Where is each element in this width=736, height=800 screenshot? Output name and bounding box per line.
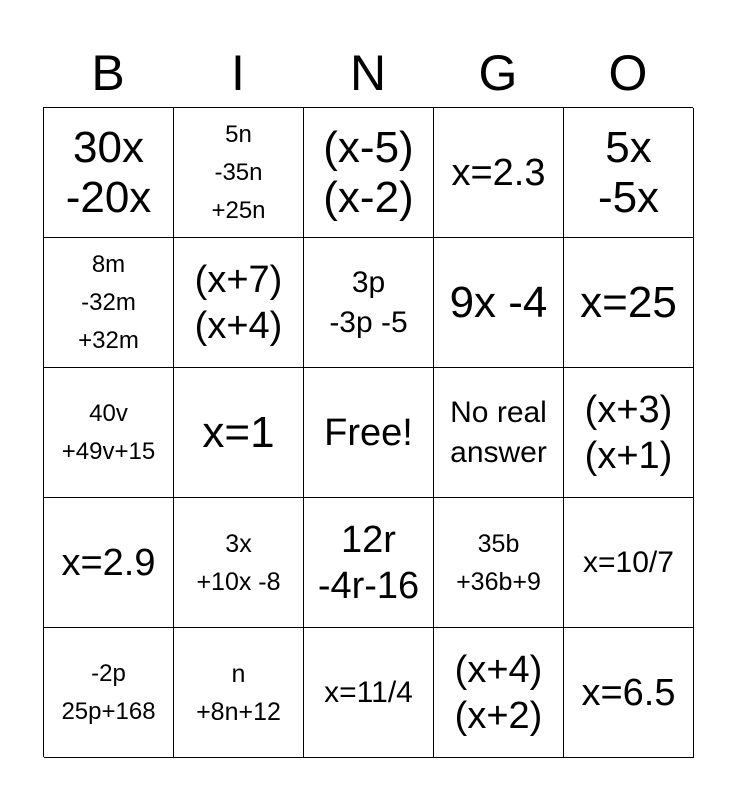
cell-line: 5x — [605, 122, 652, 172]
cell-line: 30x — [73, 122, 144, 172]
header-letter-b: B — [91, 45, 125, 101]
cell-line: No real — [450, 395, 547, 429]
cell-line: (x+2) — [454, 694, 543, 737]
cell-line: -5x — [597, 172, 660, 222]
cell-line: 8m — [91, 250, 126, 278]
bingo-cell[interactable] — [564, 498, 694, 628]
bingo-cell[interactable] — [174, 238, 304, 368]
header-letter-i: I — [231, 45, 245, 101]
bingo-cell[interactable] — [304, 628, 434, 758]
cell-line: +25n — [211, 196, 266, 224]
cell-line: 12r — [341, 518, 396, 561]
cell-line: +49v+15 — [61, 437, 156, 465]
bingo-cell[interactable] — [434, 238, 564, 368]
bingo-cell[interactable] — [44, 108, 174, 238]
cell-line: Free! — [324, 411, 413, 454]
cell-line: x=11/4 — [324, 675, 413, 709]
bingo-cell[interactable] — [44, 498, 174, 628]
cell-line: (x-5) — [323, 122, 414, 172]
cell-line: x=2.3 — [451, 151, 546, 194]
cell-line: -4r-16 — [317, 564, 420, 607]
cell-line: +32m — [78, 326, 139, 354]
bingo-cell[interactable] — [44, 628, 174, 758]
cell-line: +8n+12 — [196, 697, 281, 726]
bingo-cell[interactable] — [174, 498, 304, 628]
bingo-cell[interactable] — [174, 628, 304, 758]
cell-line: (x+3) — [584, 388, 673, 431]
cell-line: 5n — [225, 120, 252, 148]
bingo-card — [43, 107, 693, 757]
cell-line: 35b — [477, 529, 520, 558]
cell-line: (x+4) — [454, 648, 543, 691]
cell-line: x=25 — [580, 277, 677, 327]
cell-line: -35n — [214, 158, 263, 186]
cell-line: +10x -8 — [196, 567, 281, 596]
cell-line: 3x — [225, 529, 252, 558]
cell-line: -32m — [81, 288, 136, 316]
cell-line: (x-2) — [323, 172, 414, 222]
bingo-cell[interactable] — [304, 238, 434, 368]
cell-line: n — [231, 659, 246, 688]
cell-line: x=1 — [202, 407, 275, 457]
cell-line: x=10/7 — [583, 545, 674, 579]
bingo-cell[interactable] — [434, 368, 564, 498]
header-letter-g: G — [478, 45, 518, 101]
bingo-cell[interactable] — [434, 108, 564, 238]
bingo-cell[interactable] — [564, 108, 694, 238]
bingo-cell[interactable] — [304, 108, 434, 238]
cell-line: x=2.9 — [61, 541, 156, 584]
cell-line: -20x — [65, 172, 152, 222]
cell-line: (x+1) — [584, 434, 673, 477]
bingo-cell[interactable] — [564, 628, 694, 758]
free-space-cell[interactable] — [304, 368, 434, 498]
bingo-cell[interactable] — [564, 368, 694, 498]
bingo-cell[interactable] — [174, 108, 304, 238]
cell-line: 25p+168 — [61, 697, 156, 725]
bingo-cell[interactable] — [174, 368, 304, 498]
bingo-cell[interactable] — [44, 368, 174, 498]
cell-line: 9x -4 — [449, 277, 548, 327]
cell-line: (x+4) — [194, 304, 283, 347]
bingo-header — [43, 40, 693, 106]
header-letter-n: N — [349, 45, 387, 101]
cell-line: 40v — [89, 399, 128, 427]
cell-line: 3p — [351, 265, 386, 299]
cell-line: x=6.5 — [581, 671, 676, 714]
cell-line: +36b+9 — [456, 567, 541, 596]
bingo-cell[interactable] — [564, 238, 694, 368]
bingo-cell[interactable] — [434, 498, 564, 628]
cell-line: -3p -5 — [329, 305, 408, 339]
header-letter-o: O — [608, 45, 648, 101]
cell-line: answer — [450, 435, 547, 469]
bingo-cell[interactable] — [304, 498, 434, 628]
cell-line: -2p — [91, 659, 126, 687]
bingo-cell[interactable] — [434, 628, 564, 758]
bingo-cell[interactable] — [44, 238, 174, 368]
cell-line: (x+7) — [194, 258, 283, 301]
